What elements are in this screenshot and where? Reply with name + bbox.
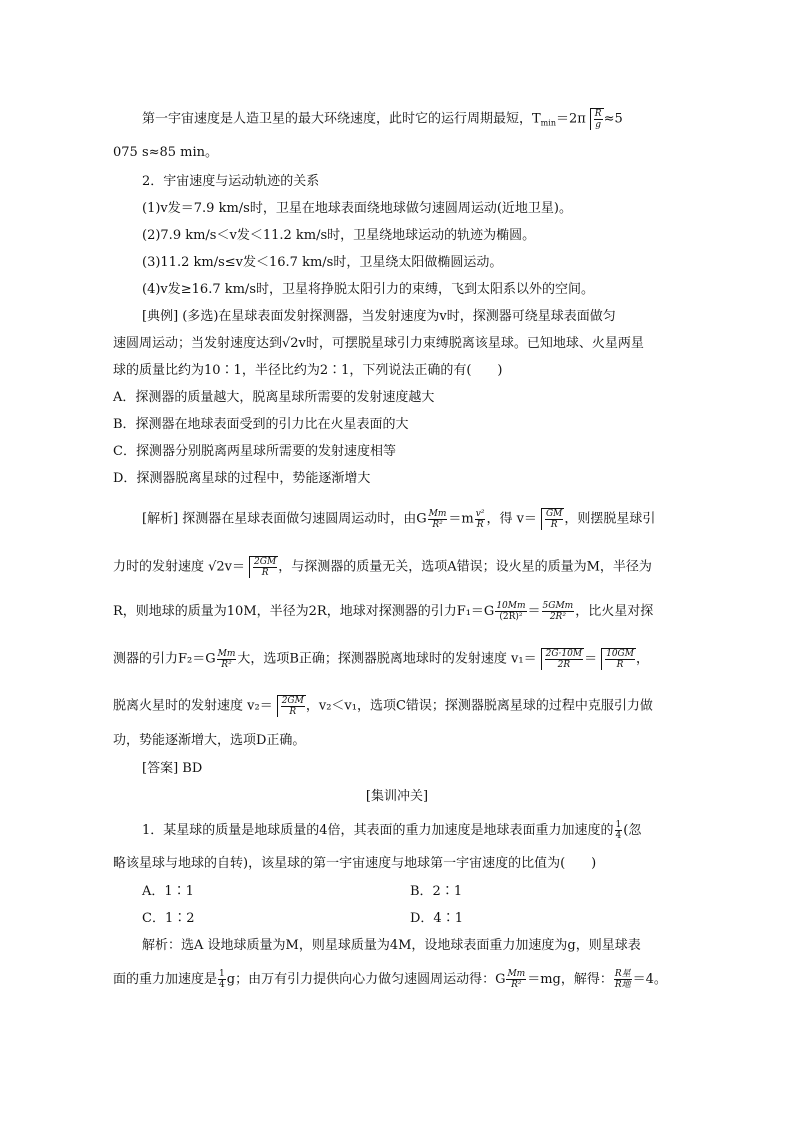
case-4: (4)v发≥16.7 km/s时，卫星将挣脱太阳引力的束缚，飞到太阳系以外的空间。 (142, 282, 594, 297)
answer: [答案] BD (142, 761, 203, 776)
solution-line-2: 力时的发射速度 √2v＝ $\frac{2GM}{R}$ ，与探测器的质量无关，选项A错误；设火星的质量为M，半径为 (113, 557, 652, 578)
choice-c: C．1∶2 (142, 911, 195, 926)
solution-line-5: 脱离火星时的发射速度 v₂＝ $\frac{2GM}{R}$ ，v₂＜v₁，选项C错误；探测器脱离星球的过程中克服引力做 (113, 696, 653, 717)
question-1-line-1: 1．某星球的质量是地球质量的4倍，其表面的重力加速度是地球表面重力加速度的 $\frac{1}{4}$ (忽 (142, 820, 642, 841)
solution-line-3: R，则地球的质量为10M，半径为2R，地球对探测器的引力F₁＝G $\frac{10Mm}{\text{(2R)²}}$ ＝ $\frac{\text{5GMm}}{\text{2R²}}$ ，比火星对探 (113, 601, 654, 622)
choice-a: A．1∶1 (142, 884, 194, 899)
sqrt-R-over-g: $\frac{R}{g}$ (590, 108, 604, 130)
question-1-line-2: 略该星球与地球的自转)，该星球的第一宇宙速度与地球第一宇宙速度的比值为( ) (113, 856, 597, 871)
section-heading: 2．宇宙速度与运动轨迹的关系 (142, 174, 320, 189)
solution-line-1: [解析] 探测器在星球表面做匀速圆周运动时，由G $\frac{Mm}{\text{R²}}$ ＝m $\frac{\text{v²}}{R}$ ，得 v＝ $\frac{GM}{R}$ ，则摆脱星球引 (142, 508, 656, 530)
choice-b: B．2∶1 (410, 884, 463, 899)
explanation-line-2: 面的重力加速度是 $\frac{1}{4}$ g；由万有引力提供向心力做匀速圆周运动得：G $\frac{Mm}{\text{R²}}$ ＝mg，解得： $\frac{\text{R星}}{\text{R地}}$ ＝4。 (113, 969, 667, 990)
option-a: A．探测器的质量越大，脱离星球所需要的发射速度越大 (113, 390, 435, 405)
case-2: (2)7.9 km/s＜v发＜11.2 km/s时，卫星绕地球运动的轨迹为椭圆。 (142, 228, 536, 243)
example-line-1: [典例] (多选)在星球表面发射探测器，当发射速度为v时，探测器可绕星球表面做匀 (142, 309, 616, 324)
option-d: D．探测器脱离星球的过程中，势能逐渐增大 (113, 471, 371, 486)
choice-d: D．4∶1 (410, 911, 463, 926)
section-title-practice: [集训冲关] (365, 789, 429, 804)
option-b: B．探测器在地球表面受到的引力比在火星表面的大 (113, 417, 409, 432)
explanation-line-1: 解析：选A 设地球质量为M，则星球质量为4M，设地球表面重力加速度为g，则星球表 (142, 938, 641, 953)
solution-line-6: 功，势能逐渐增大，选项D正确。 (113, 733, 306, 748)
case-1: (1)v发＝7.9 km/s时，卫星在地球表面绕地球做匀速圆周运动(近地卫星)。 (142, 201, 572, 216)
case-3: (3)11.2 km/s≤v发＜16.7 km/s时，卫星绕太阳做椭圆运动。 (142, 255, 503, 270)
solution-line-4: 测器的引力F₂＝G $\frac{Mm}{\text{R²}}$ 大，选项B正确；探测器脱离地球时的发射速度 v₁＝ $\frac{2G\cdot 10M}{2R}$ ＝ $\frac{10GM}{R}$ ， (113, 648, 649, 670)
para-line-1: 第一宇宙速度是人造卫星的最大环绕速度，此时它的运行周期最短，$T_{min}=2\pi$ $\frac{R}{g}$ ≈5 (142, 109, 623, 130)
example-line-2: 速圆周运动；当发射速度达到√2v时，可摆脱星球引力束缚脱离该星球。已知地球、火星两星 (113, 336, 644, 351)
example-line-3: 球的质量比约为10∶1，半径比约为2∶1，下列说法正确的有( ) (113, 363, 503, 378)
para-line-2: 075 s≈85 min。 (113, 145, 219, 160)
option-c: C．探测器分别脱离两星球所需要的发射速度相等 (113, 444, 396, 459)
